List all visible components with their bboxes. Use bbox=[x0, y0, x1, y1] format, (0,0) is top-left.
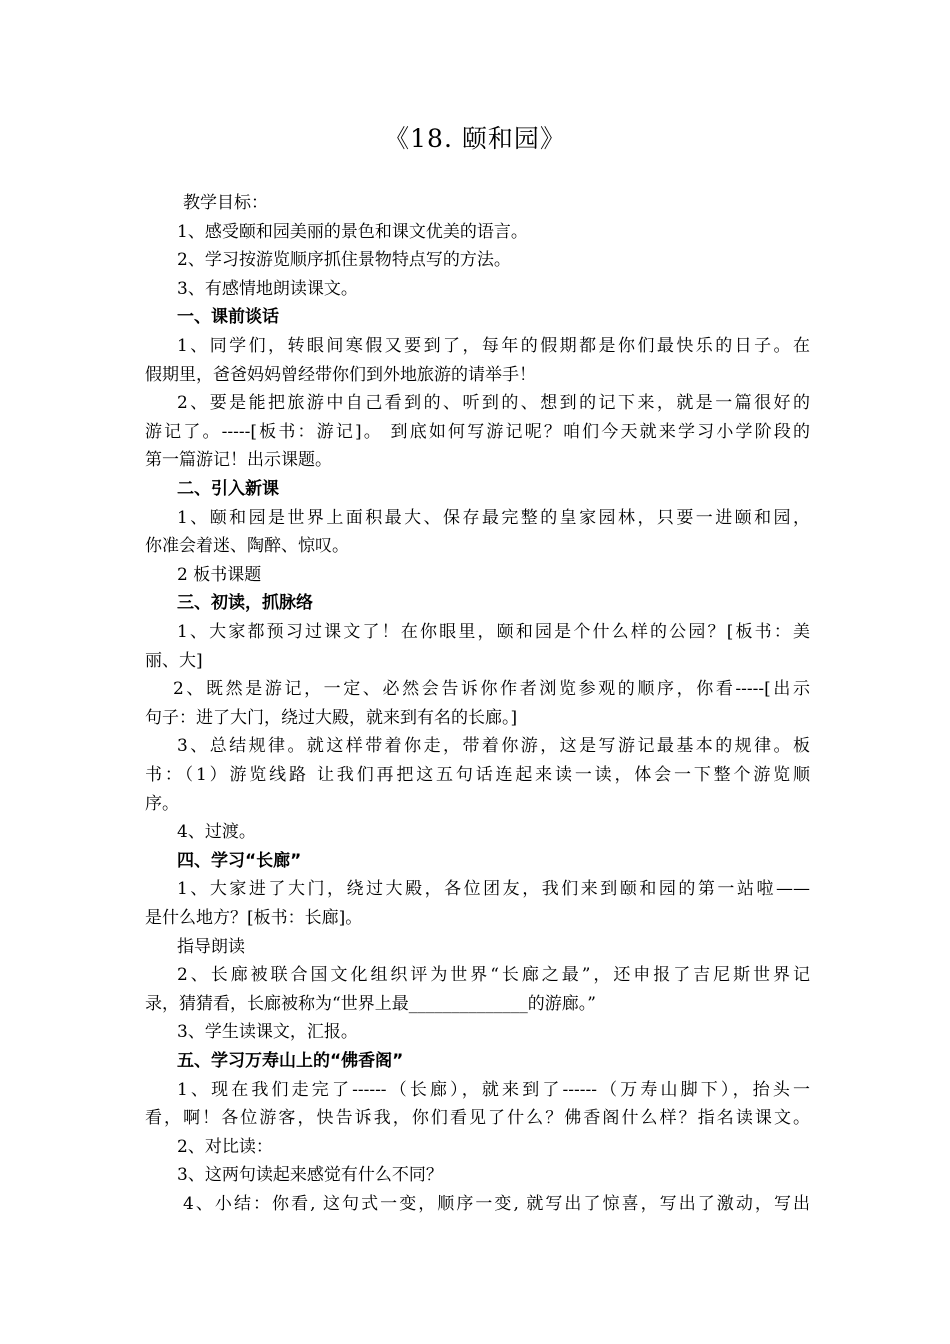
body-line: 游记了。-----[板书：游记]。 到底如何写游记呢？咱们今天就来学习小学阶段的 bbox=[145, 421, 810, 442]
body-line: 第一篇游记！出示课题。 bbox=[145, 450, 332, 471]
body-line: 1、大家进了大门，绕过大殿，各位团友，我们来到颐和园的第一站啦—— bbox=[177, 879, 810, 900]
body-line: 看，啊！各位游客，快告诉我，你们看见了什么？佛香阁什么样？指名读课文。 bbox=[145, 1108, 810, 1129]
body-line: 1、大家都预习过课文了！在你眼里，颐和园是个什么样的公园？[板书：美 bbox=[177, 622, 810, 642]
body-line: 教学目标： bbox=[183, 193, 268, 213]
section-heading: 三、初读，抓脉络 bbox=[177, 593, 313, 614]
body-line: 是什么地方？[板书：长廊]。 bbox=[145, 908, 363, 928]
body-line: 4、过渡。 bbox=[177, 822, 256, 843]
body-line: 指导朗读 bbox=[177, 936, 245, 957]
body-line: 2、长廊被联合国文化组织评为世界“长廊之最”，还申报了吉尼斯世界记 bbox=[177, 965, 810, 986]
body-line: 2、对比读： bbox=[177, 1136, 273, 1157]
body-line: 3、有感情地朗读课文。 bbox=[177, 278, 358, 299]
body-line: 2、要是能把旅游中自己看到的、听到的、想到的记下来，就是一篇很好的 bbox=[177, 393, 810, 414]
body-line: 3、总结规律。就这样带着你走，带着你游，这是写游记最基本的规律。板 bbox=[177, 736, 810, 757]
section-heading: 五、学习万寿山上的“佛香阁” bbox=[177, 1051, 404, 1071]
section-heading: 四、学习“长廊” bbox=[177, 850, 302, 871]
body-line: 3、学生读课文，汇报。 bbox=[177, 1022, 358, 1043]
body-line: 3、这两句读起来感觉有什么不同？ bbox=[177, 1165, 443, 1186]
body-line: 丽、大] bbox=[145, 650, 203, 671]
section-heading: 一、课前谈话 bbox=[177, 307, 279, 328]
body-line: 录，猜猜看，长廊被称为“世界上最______________的游廊。” bbox=[145, 993, 596, 1014]
body-line: 1、同学们，转眼间寒假又要到了，每年的假期都是你们最快乐的日子。在 bbox=[177, 336, 810, 356]
body-line: 2、学习按游览顺序抓住景物特点写的方法。 bbox=[177, 250, 511, 271]
section-heading: 二、引入新课 bbox=[177, 479, 279, 499]
body-line: 1、颐和园是世界上面积最大、保存最完整的皇家园林，只要一进颐和园， bbox=[177, 507, 810, 528]
body-line: 句子：进了大门，绕过大殿，就来到有名的长廊。] bbox=[145, 707, 518, 728]
body-line: 4、小结：你看, 这句式一变，顺序一变, 就写出了惊喜，写出了激动，写出 bbox=[183, 1194, 810, 1214]
document-title: 《18. 颐和园》 bbox=[384, 124, 566, 153]
body-line: 2 板书课题 bbox=[177, 564, 262, 585]
body-line: 假期里，爸爸妈妈曾经带你们到外地旅游的请举手！ bbox=[145, 364, 536, 385]
body-line: 1、感受颐和园美丽的景色和课文优美的语言。 bbox=[177, 221, 528, 242]
body-line: 书：（1）游览线路 让我们再把这五句话连起来读一读，体会一下整个游览顺 bbox=[145, 765, 810, 785]
body-line: 你准会着迷、陶醉、惊叹。 bbox=[145, 536, 349, 557]
body-line: 序。 bbox=[145, 793, 179, 814]
body-line: 1、现在我们走完了------（长廊），就来到了------（万寿山脚下），抬头一 bbox=[177, 1079, 810, 1100]
body-line: 2、既然是游记，一定、必然会告诉你作者浏览参观的顺序，你看-----[出示 bbox=[173, 679, 810, 700]
